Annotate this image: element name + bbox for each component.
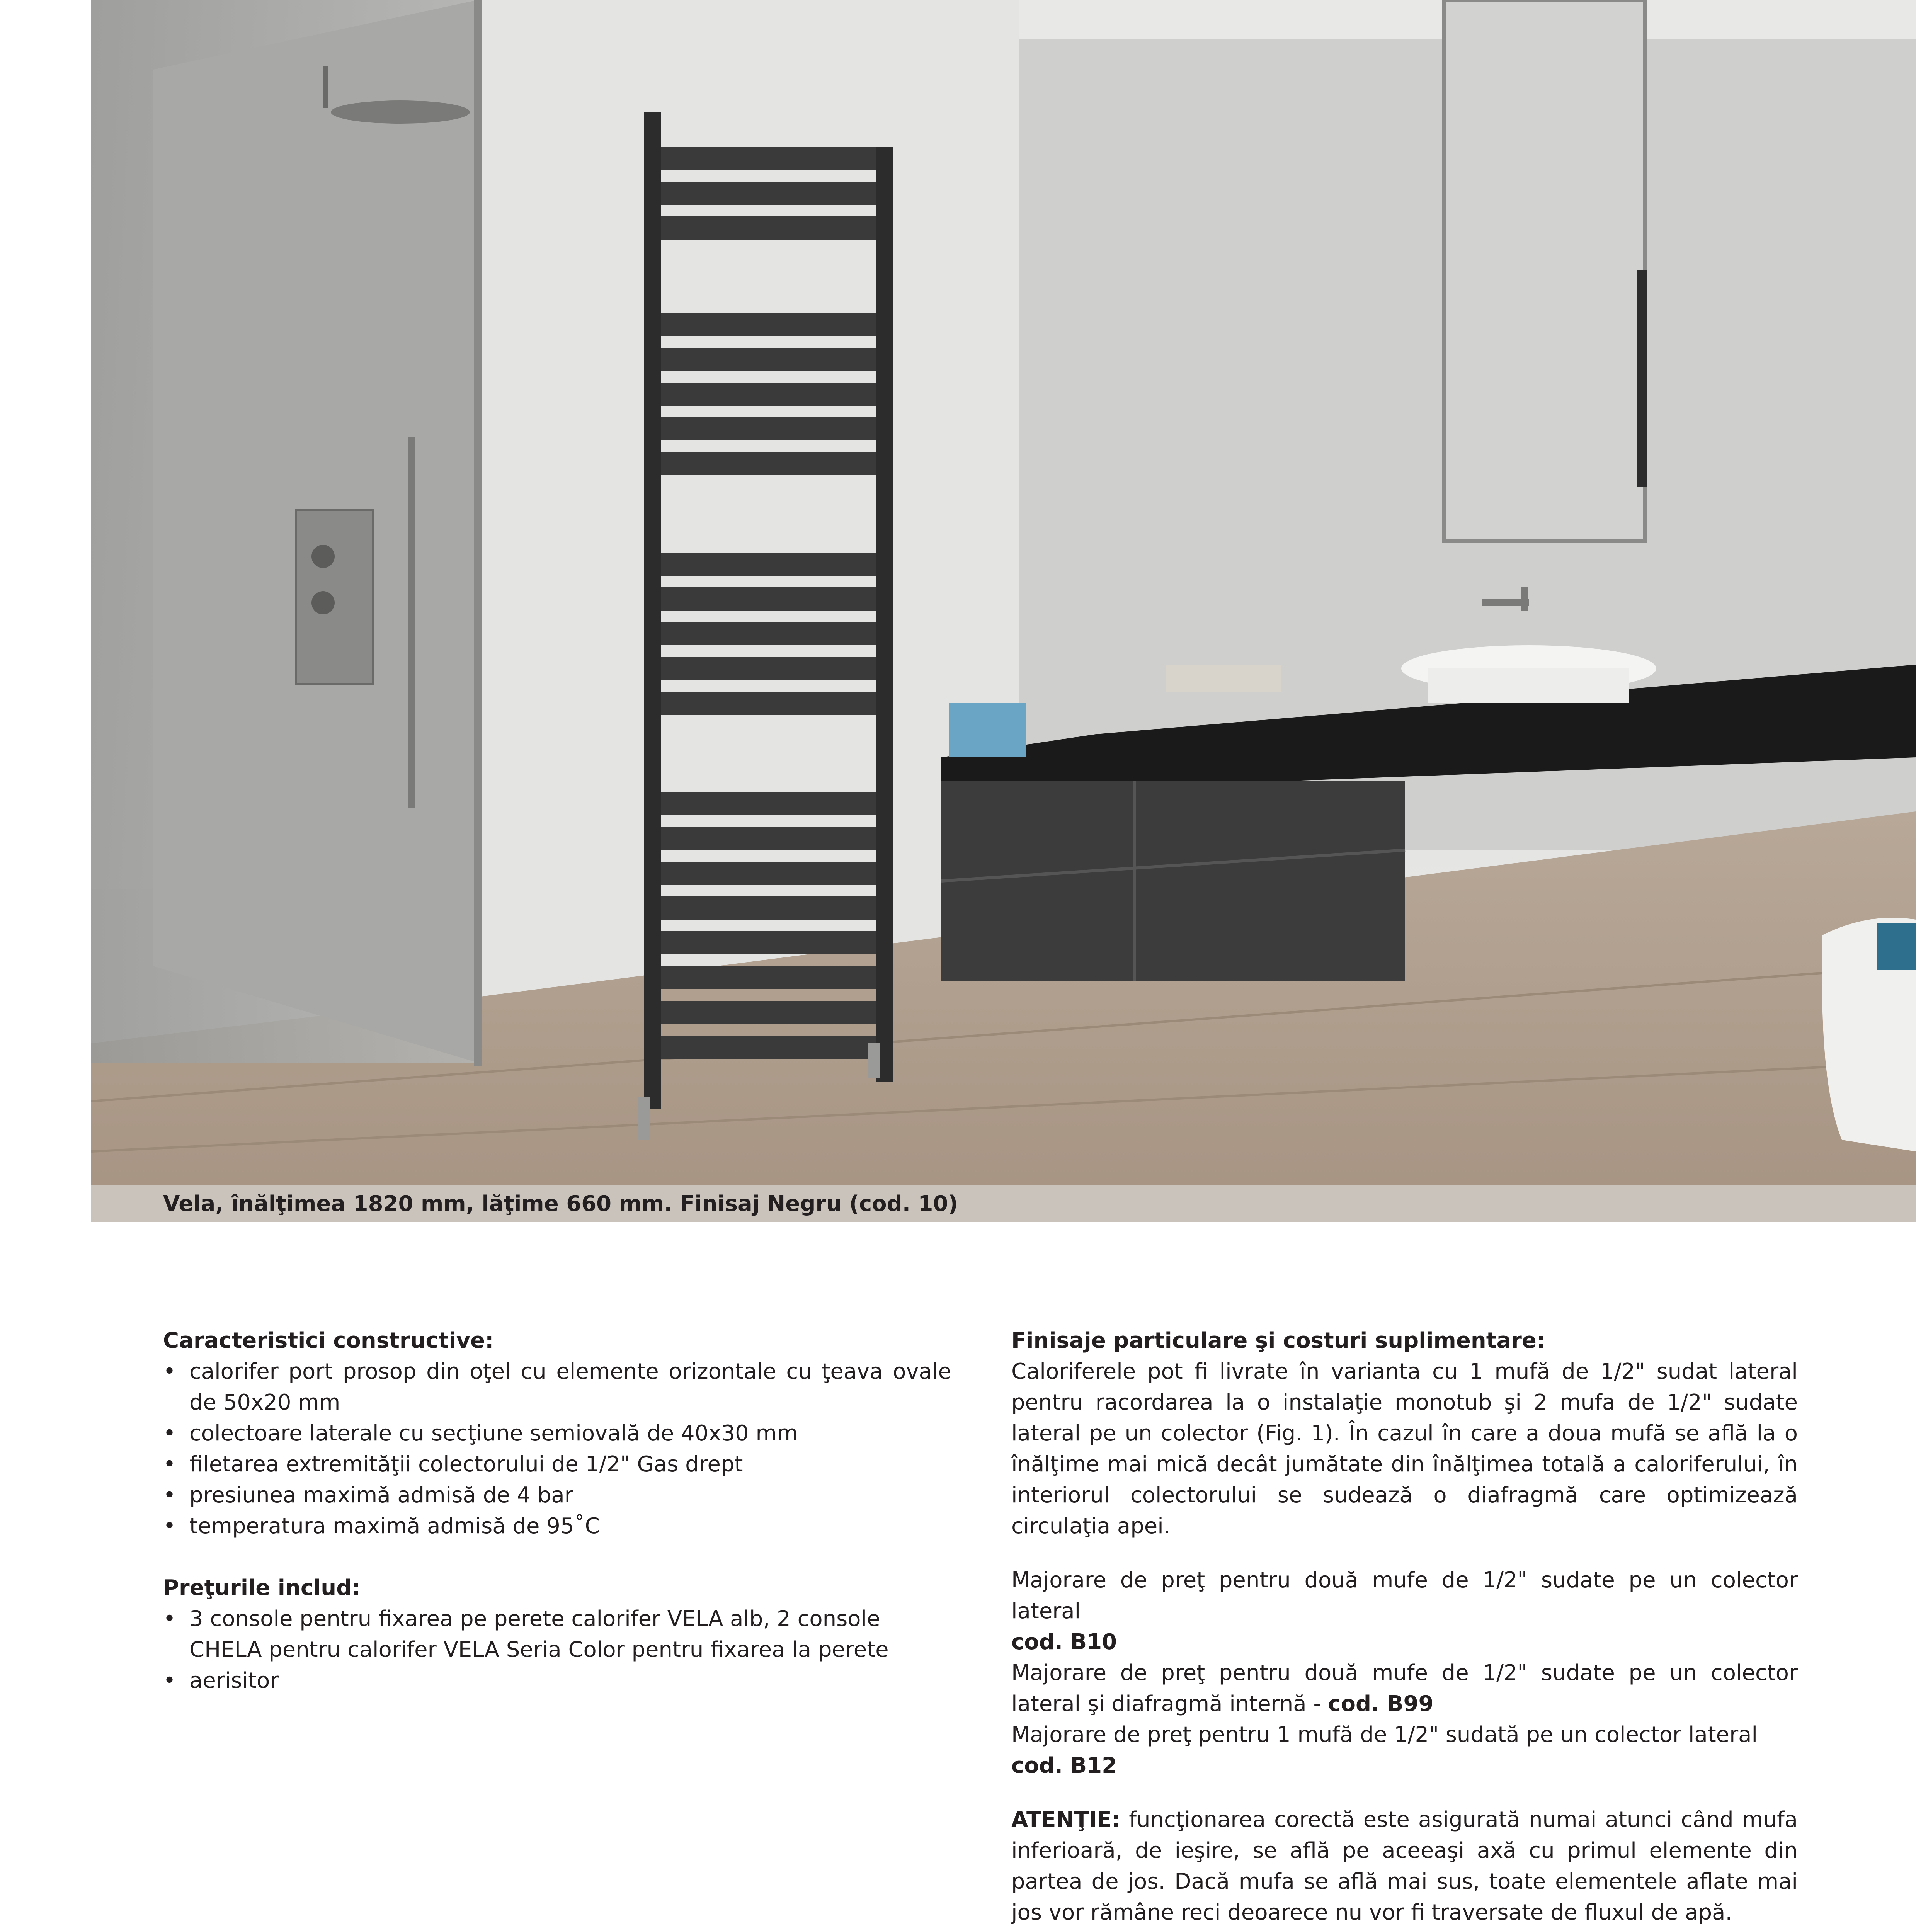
finishes-intro: Caloriferele pot fi livrate în varianta cu 1 mufă de 1/2" sudat lateral pentru racordarea la o instalaţie monotub şi 2 mufa de 1/2" sudate lateral pe un colector (Fig. 1). În cazul în care a doua mufă se află la o înălţime mai mică decât jumătate din înălţimea totală a caloriferului, în interiorul colectorului se sudează o diafragmă care optimizează circulaţia apei. [1011,1359,1798,1539]
prices-list [163,1604,951,1696]
list-item: • temperatura maximă admisă de 95˚C [163,1511,951,1542]
attention-paragraph [1011,1804,1798,1928]
list-item: • presiunea maximă admisă de 4 bar [163,1480,951,1511]
list-item: • calorifer port prosop din oţel cu elemente orizontale cu ţeava ovale de 50x20 mm [163,1356,951,1418]
list-item: • aerisitor [163,1665,951,1696]
attention-text: funcţionarea corectă este asigurată numai atunci când mufa inferioară, de ieşire, se află pe aceeaşi axă cu primul elemente din partea de jos. Dacă mufa se află mai sus, toate elementele aflate mai jos vor rămâne reci deoarece nu vor fi traversate de fluxul de apă. [1011,1807,1798,1925]
option-text [1011,1658,1798,1719]
option-text: Majorare de preţ pentru două mufe de 1/2" sudate pe un colector lateral [1011,1568,1798,1624]
attention-label: ATENŢIE: [1011,1807,1120,1832]
list-item: • colectoare laterale cu secţiune semiovală de 40x30 mm [163,1418,951,1449]
list-item: • filetarea extremităţii colectorului de 1/2" Gas drept [163,1449,951,1480]
characteristics-list [163,1356,951,1542]
option-text-inline: Majorare de preţ pentru două mufe de 1/2" sudate pe un colector lateral şi diafragmă internă - [1011,1660,1798,1716]
section-title-characteristics: Caracteristici constructive: [163,1328,494,1353]
option-code: cod. B99 [1328,1691,1434,1716]
list-item: • 3 console pentru fixarea pe perete calorifer VELA alb, 2 console CHELA pentru calorifer VELA Seria Color pentru fixarea la perete [163,1604,951,1665]
option-code: cod. B12 [1011,1753,1117,1778]
photo-caption: Vela, înălţimea 1820 mm, lăţime 660 mm. Finisaj Negru (cod. 10) [163,1191,958,1216]
section-title-finishes: Finisaje particulare şi costuri suplimentare: [1011,1328,1545,1353]
section-title-prices: Preţurile includ: [163,1575,361,1600]
bathroom-illustration [91,0,1916,1185]
option-code: cod. B10 [1011,1629,1117,1655]
left-column [163,1325,951,1696]
option-text: Majorare de preţ pentru 1 mufă de 1/2" sudată pe un colector lateral [1011,1722,1758,1747]
product-photo [91,0,1916,1185]
right-column [1011,1325,1798,1928]
